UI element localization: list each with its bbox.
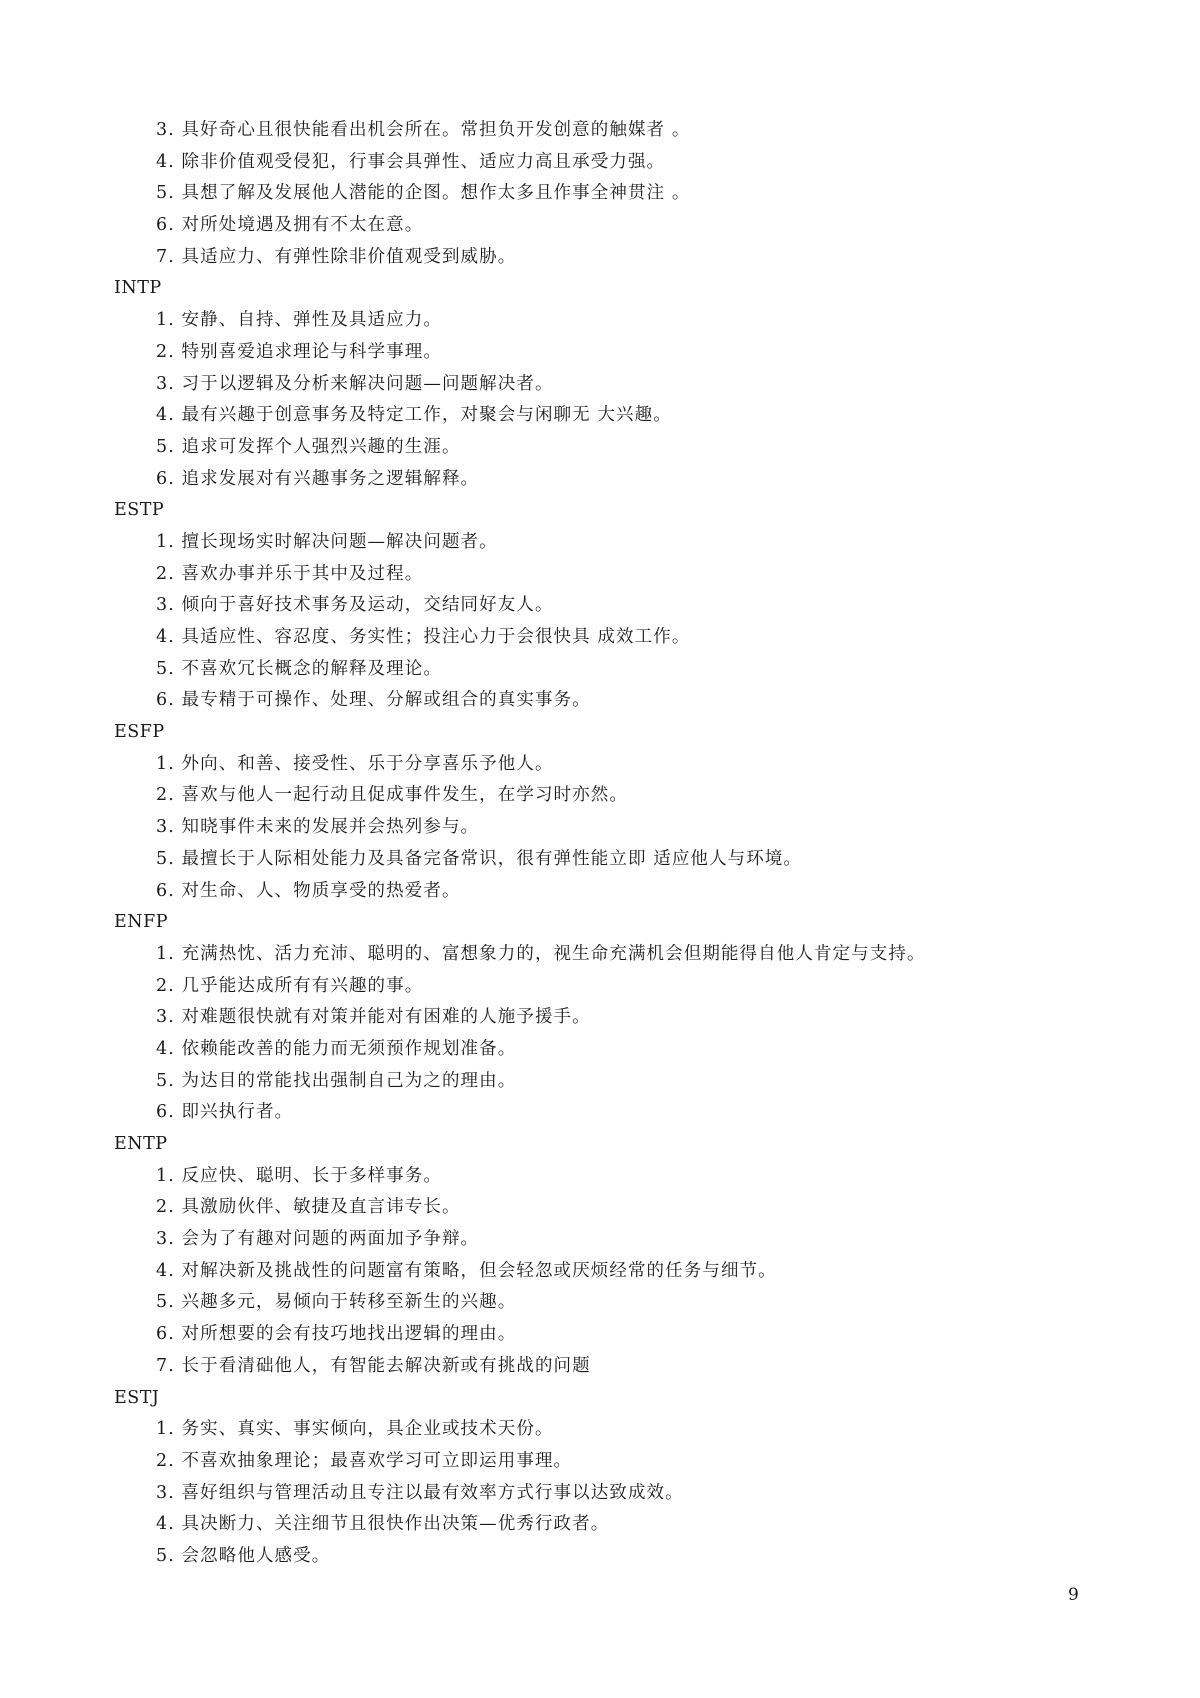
list-item: 1. 反应快、聪明、长于多样事务。 [156, 1165, 442, 1186]
list-item: 2. 喜欢与他人一起行动且促成事件发生，在学习时亦然。 [156, 785, 628, 806]
list-item: 2. 具激励伙伴、敏捷及直言讳专长。 [156, 1197, 461, 1218]
list-item: 6. 对所想要的会有技巧地找出逻辑的理由。 [156, 1324, 517, 1345]
list-item: 2. 特别喜爱追求理论与科学事理。 [156, 341, 442, 362]
section-heading-esfp: ESFP [114, 722, 165, 743]
list-item: 4. 具适应性、容忍度、务实性；投注心力于会很快具 成效工作。 [156, 627, 691, 647]
list-item: 5. 兴趣多元，易倾向于转移至新生的兴趣。 [156, 1292, 517, 1313]
list-item: 4. 依赖能改善的能力而无须预作规划准备。 [156, 1038, 517, 1059]
list-item: 3. 具好奇心且很快能看出机会所在。常担负开发创意的触媒者 。 [156, 120, 691, 140]
section-heading-estp: ESTP [114, 500, 165, 521]
list-item: 6. 追求发展对有兴趣事务之逻辑解释。 [156, 468, 480, 489]
list-item: 5. 不喜欢冗长概念的解释及理论。 [156, 658, 442, 679]
list-item: 1. 充满热忱、活力充沛、聪明的、富想象力的，视生命充满机会但期能得自他人肯定与支持。 [156, 943, 926, 964]
section-heading-enfp: ENFP [114, 912, 169, 933]
list-item: 1. 擅长现场实时解决问题—解决问题者。 [156, 531, 498, 552]
list-item: 3. 喜好组织与管理活动且专注以最有效率方式行事以达致成效。 [156, 1482, 684, 1503]
list-item: 3. 倾向于喜好技术事务及运动，交结同好友人。 [156, 595, 554, 616]
list-item: 2. 不喜欢抽象理论；最喜欢学习可立即运用事理。 [156, 1450, 573, 1471]
list-item: 2. 喜欢办事并乐于其中及过程。 [156, 563, 424, 584]
list-item: 3. 会为了有趣对问题的两面加予争辩。 [156, 1229, 480, 1250]
list-item: 4. 最有兴趣于创意事务及特定工作，对聚会与闲聊无 大兴趣。 [156, 405, 672, 426]
list-item: 1. 安静、自持、弹性及具适应力。 [156, 310, 442, 331]
list-item: 5. 为达目的常能找出强制自己为之的理由。 [156, 1070, 517, 1091]
section-heading-intp: INTP [114, 278, 162, 299]
list-item: 6. 即兴执行者。 [156, 1102, 294, 1123]
list-item: 6. 对生命、人、物质享受的热爱者。 [156, 880, 461, 901]
list-item: 6. 最专精于可操作、处理、分解或组合的真实事务。 [156, 690, 591, 711]
list-item: 4. 除非价值观受侵犯，行事会具弹性、适应力高且承受力强。 [156, 151, 666, 172]
list-item: 1. 外向、和善、接受性、乐于分享喜乐予他人。 [156, 753, 554, 774]
list-item: 5. 追求可发挥个人强烈兴趣的生涯。 [156, 436, 461, 457]
list-item: 7. 具适应力、有弹性除非价值观受到威胁。 [156, 246, 517, 267]
document-body [114, 115, 1114, 1573]
page-number: 9 [1068, 1585, 1079, 1605]
list-item: 4. 对解决新及挑战性的问题富有策略，但会轻忽或厌烦经常的任务与细节。 [156, 1260, 777, 1281]
list-item: 3. 对难题很快就有对策并能对有困难的人施予援手。 [156, 1007, 591, 1028]
list-item: 6. 对所处境遇及拥有不太在意。 [156, 215, 424, 236]
section-heading-estj: ESTJ [114, 1387, 160, 1408]
list-item: 3. 知晓事件未来的发展并会热列参与。 [156, 817, 480, 838]
list-item: 5. 最擅长于人际相处能力及具备完备常识，很有弹性能立即 适应他人与环境。 [156, 848, 803, 869]
section-heading-entp: ENTP [114, 1134, 168, 1154]
list-item: 5. 具想了解及发展他人潜能的企图。想作太多且作事全神贯注 。 [156, 183, 691, 204]
list-item: 3. 习于以逻辑及分析来解决问题—问题解决者。 [156, 373, 554, 394]
list-item: 2. 几乎能达成所有有兴趣的事。 [156, 975, 424, 996]
list-item: 7. 长于看清础他人，有智能去解决新或有挑战的问题 [156, 1355, 591, 1376]
list-item: 5. 会忽略他人感受。 [156, 1545, 331, 1566]
list-item: 1. 务实、真实、事实倾向，具企业或技术天份。 [156, 1419, 554, 1440]
list-item: 4. 具决断力、关注细节且很快作出决策—优秀行政者。 [156, 1514, 610, 1535]
